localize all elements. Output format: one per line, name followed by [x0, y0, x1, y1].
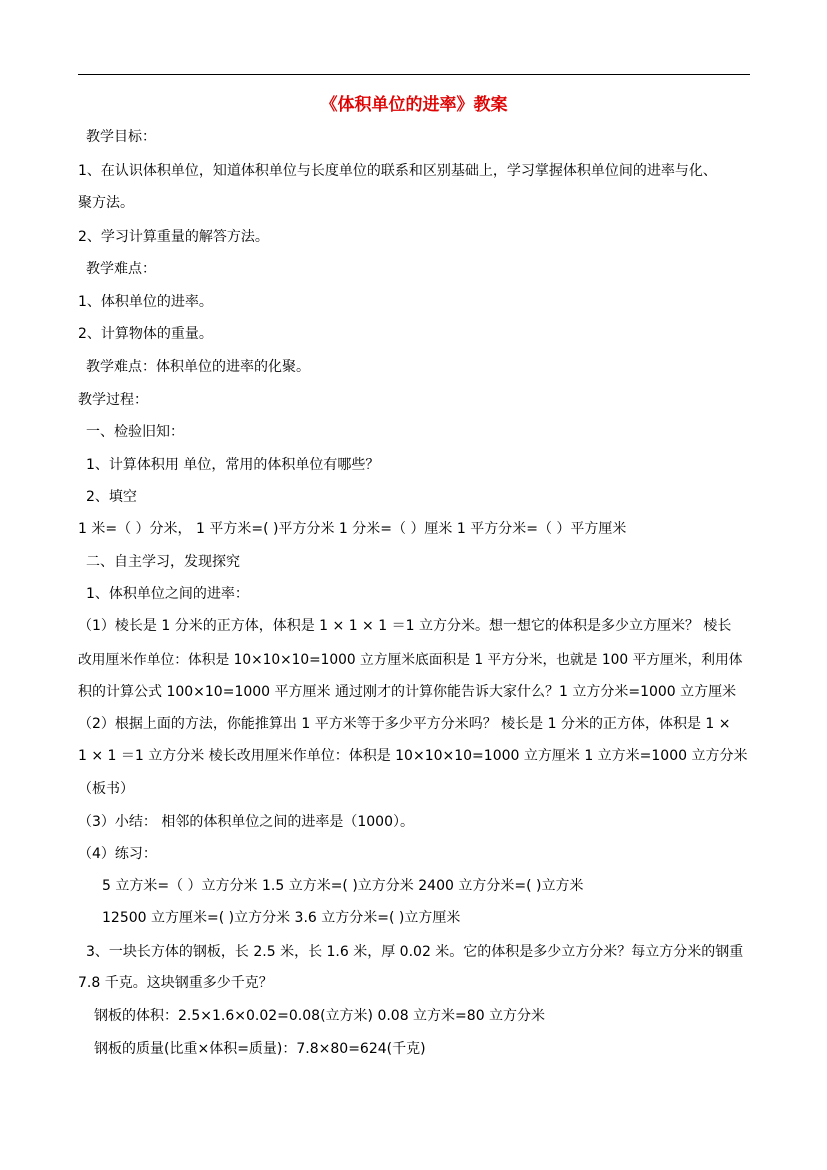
text-line: 钢板的质量(比重×体积=质量)：7.8×80=624(千克) — [94, 1041, 426, 1057]
text-line: 1、体积单位之间的进率： — [86, 586, 249, 602]
text-line: （3）小结： 相邻的体积单位之间的进率是（1000）。 — [78, 814, 414, 830]
text-line: 教学过程： — [78, 392, 148, 408]
header-rule — [78, 74, 750, 75]
text-line: 教学目标： — [86, 129, 156, 145]
text-line: 2、计算物体的重量。 — [78, 326, 213, 342]
document-title: 《体积单位的进率》教案 — [320, 95, 508, 115]
text-line: 一、检验旧知： — [86, 424, 184, 440]
text-line: 1 米=（ ）分米， 1 平方米=( )平方分米 1 分米=（ ）厘米 1 平方分米=（ ）平方厘米 — [78, 521, 627, 537]
text-line: 1、体积单位的进率。 — [78, 294, 213, 310]
text-line: 12500 立方厘米=( )立方分米 3.6 立方分米=( )立方厘米 — [102, 910, 461, 926]
text-line: 1、在认识体积单位，知道体积单位与长度单位的联系和区别基础上，学习掌握体积单位间的进率与化、 — [78, 163, 717, 179]
text-line: 2、学习计算重量的解答方法。 — [78, 229, 269, 245]
text-line: 2、填空 — [86, 489, 137, 505]
text-line: 教学难点： — [86, 261, 156, 277]
text-line: 1 × 1 ＝1 立方分米 棱长改用厘米作单位：体积是 10×10×10=1000 立方厘米 1 立方米=1000 立方分米 — [78, 748, 748, 764]
text-line: （4）练习： — [78, 846, 157, 862]
text-line: （板书） — [78, 781, 134, 797]
text-line: 1、计算体积用 单位，常用的体积单位有哪些？ — [86, 457, 380, 473]
text-line: （1）棱长是 1 分米的正方体，体积是 1 × 1 × 1 ＝1 立方分米。想一想它的体积是多少立方厘米？ 棱长 — [78, 618, 732, 634]
text-line: 5 立方米=（ ）立方分米 1.5 立方米=( )立方分米 2400 立方分米=( )立方米 — [102, 878, 584, 894]
text-line: 积的计算公式 100×10=1000 平方厘米 通过刚才的计算你能告诉大家什么？1 立方分米=1000 立方厘米 — [78, 684, 737, 700]
text-line: 改用厘米作单位：体积是 10×10×10=1000 立方厘米底面积是 1 平方分米，也就是 100 平方厘米，利用体 — [78, 652, 743, 668]
text-line: 教学难点：体积单位的进率的化聚。 — [86, 359, 310, 375]
text-line: （2）根据上面的方法，你能推算出 1 平方米等于多少平方分米吗？ 棱长是 1 分米的正方体，体积是 1 × — [78, 716, 731, 732]
text-line: 7.8 千克。这块钢重多少千克？ — [78, 975, 273, 991]
text-line: 二、自主学习，发现探究 — [86, 554, 240, 570]
text-line: 聚方法。 — [78, 195, 134, 211]
text-line: 3、一块长方体的钢板，长 2.5 米，长 1.6 米，厚 0.02 米。它的体积是多少立方分米？每立方分米的钢重 — [86, 944, 744, 960]
text-line: 钢板的体积：2.5×1.6×0.02=0.08(立方米) 0.08 立方米=80 立方分米 — [94, 1008, 546, 1024]
